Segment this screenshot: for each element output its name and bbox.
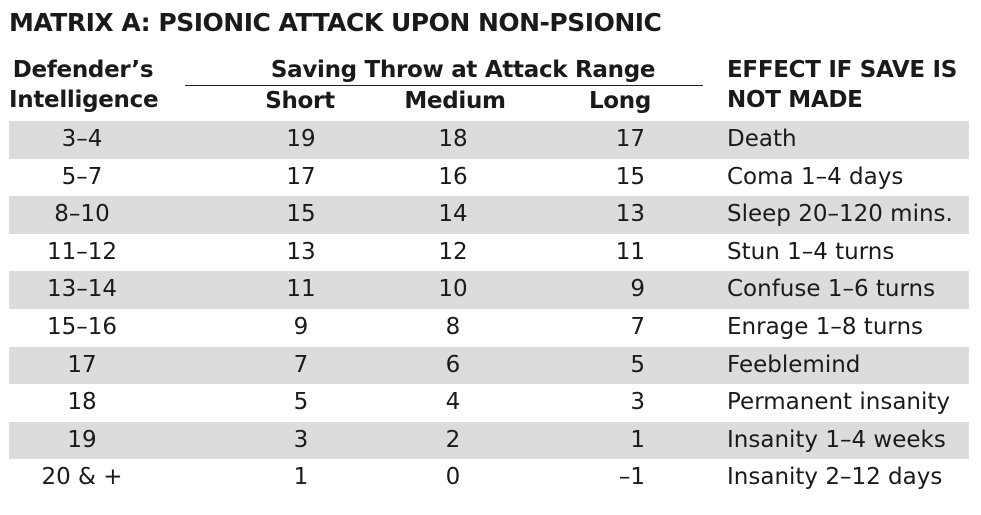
table-row bbox=[9, 159, 969, 197]
effect-cell: Stun 1–4 turns bbox=[727, 238, 895, 265]
long-cell: 5 bbox=[630, 351, 645, 378]
intelligence-cell: 20 & + bbox=[41, 464, 123, 491]
medium-range-header: Medium bbox=[404, 88, 506, 114]
saving-throw-header: Saving Throw at Attack Range bbox=[270, 57, 656, 83]
intelligence-cell: 13–14 bbox=[46, 276, 118, 303]
long-cell: 3 bbox=[630, 389, 645, 416]
medium-cell: 2 bbox=[445, 426, 461, 453]
table-row bbox=[9, 384, 969, 422]
medium-cell: 14 bbox=[438, 201, 468, 228]
effect-cell: Sleep 20–120 mins. bbox=[727, 201, 953, 228]
long-cell: 7 bbox=[630, 313, 645, 340]
intelligence-cell: 3–4 bbox=[61, 126, 103, 152]
intelligence-cell: 17 bbox=[67, 351, 97, 378]
short-cell: 7 bbox=[293, 351, 309, 378]
matrix-table-body bbox=[9, 121, 969, 497]
defender-header-line1: Defender’s bbox=[12, 57, 154, 83]
intelligence-cell: 19 bbox=[67, 426, 97, 453]
table-row bbox=[9, 459, 969, 497]
table-row bbox=[9, 271, 969, 309]
intelligence-cell: 15–16 bbox=[46, 313, 118, 340]
long-cell: 17 bbox=[615, 126, 645, 152]
medium-cell: 10 bbox=[438, 276, 468, 303]
intelligence-cell: 8–10 bbox=[54, 201, 110, 228]
long-range-header: Long bbox=[588, 88, 652, 114]
defender-intelligence-header bbox=[9, 55, 157, 115]
effect-cell: Insanity 1–4 weeks bbox=[727, 426, 946, 453]
short-cell: 19 bbox=[286, 126, 316, 152]
long-cell: 15 bbox=[615, 163, 645, 190]
short-cell: 1 bbox=[293, 464, 309, 491]
short-cell: 9 bbox=[293, 313, 309, 340]
long-cell: 11 bbox=[615, 238, 645, 265]
effect-header-line1: EFFECT IF SAVE IS bbox=[727, 57, 958, 83]
intelligence-cell: 5–7 bbox=[61, 163, 103, 190]
effect-header-line2: NOT MADE bbox=[727, 87, 863, 113]
medium-cell: 6 bbox=[445, 351, 461, 378]
short-cell: 13 bbox=[286, 238, 316, 265]
effect-cell: Coma 1–4 days bbox=[727, 163, 904, 190]
effect-cell: Insanity 2–12 days bbox=[727, 464, 943, 491]
long-cell: 13 bbox=[615, 201, 645, 228]
table-row bbox=[9, 234, 969, 272]
long-cell: 9 bbox=[630, 276, 645, 303]
intelligence-cell: 11–12 bbox=[46, 238, 118, 265]
table-row bbox=[9, 121, 969, 159]
effect-cell: Death bbox=[727, 126, 797, 152]
effect-cell: Permanent insanity bbox=[727, 389, 951, 416]
short-cell: 17 bbox=[286, 163, 316, 190]
short-cell: 5 bbox=[293, 389, 309, 416]
intelligence-cell: 18 bbox=[67, 389, 97, 416]
medium-cell: 8 bbox=[445, 313, 461, 340]
long-cell: –1 bbox=[618, 464, 645, 491]
defender-header-line2: Intelligence bbox=[9, 87, 159, 113]
table-row bbox=[9, 347, 969, 385]
long-cell: 1 bbox=[630, 426, 645, 453]
effect-header bbox=[727, 55, 957, 115]
matrix-title: MATRIX A: PSIONIC ATTACK UPON NON-PSIONIC bbox=[9, 8, 662, 37]
medium-cell: 18 bbox=[438, 126, 468, 152]
short-cell: 3 bbox=[293, 426, 309, 453]
short-range-header: Short bbox=[265, 88, 335, 114]
effect-cell: Confuse 1–6 turns bbox=[727, 276, 936, 303]
medium-cell: 4 bbox=[445, 389, 461, 416]
short-cell: 15 bbox=[286, 201, 316, 228]
short-cell: 11 bbox=[286, 276, 316, 303]
table-row bbox=[9, 309, 969, 347]
medium-cell: 12 bbox=[438, 238, 468, 265]
medium-cell: 16 bbox=[438, 163, 468, 190]
effect-cell: Feeblemind bbox=[727, 351, 861, 378]
table-row bbox=[9, 422, 969, 460]
table-row bbox=[9, 196, 969, 234]
medium-cell: 0 bbox=[445, 464, 461, 491]
effect-cell: Enrage 1–8 turns bbox=[727, 313, 924, 340]
